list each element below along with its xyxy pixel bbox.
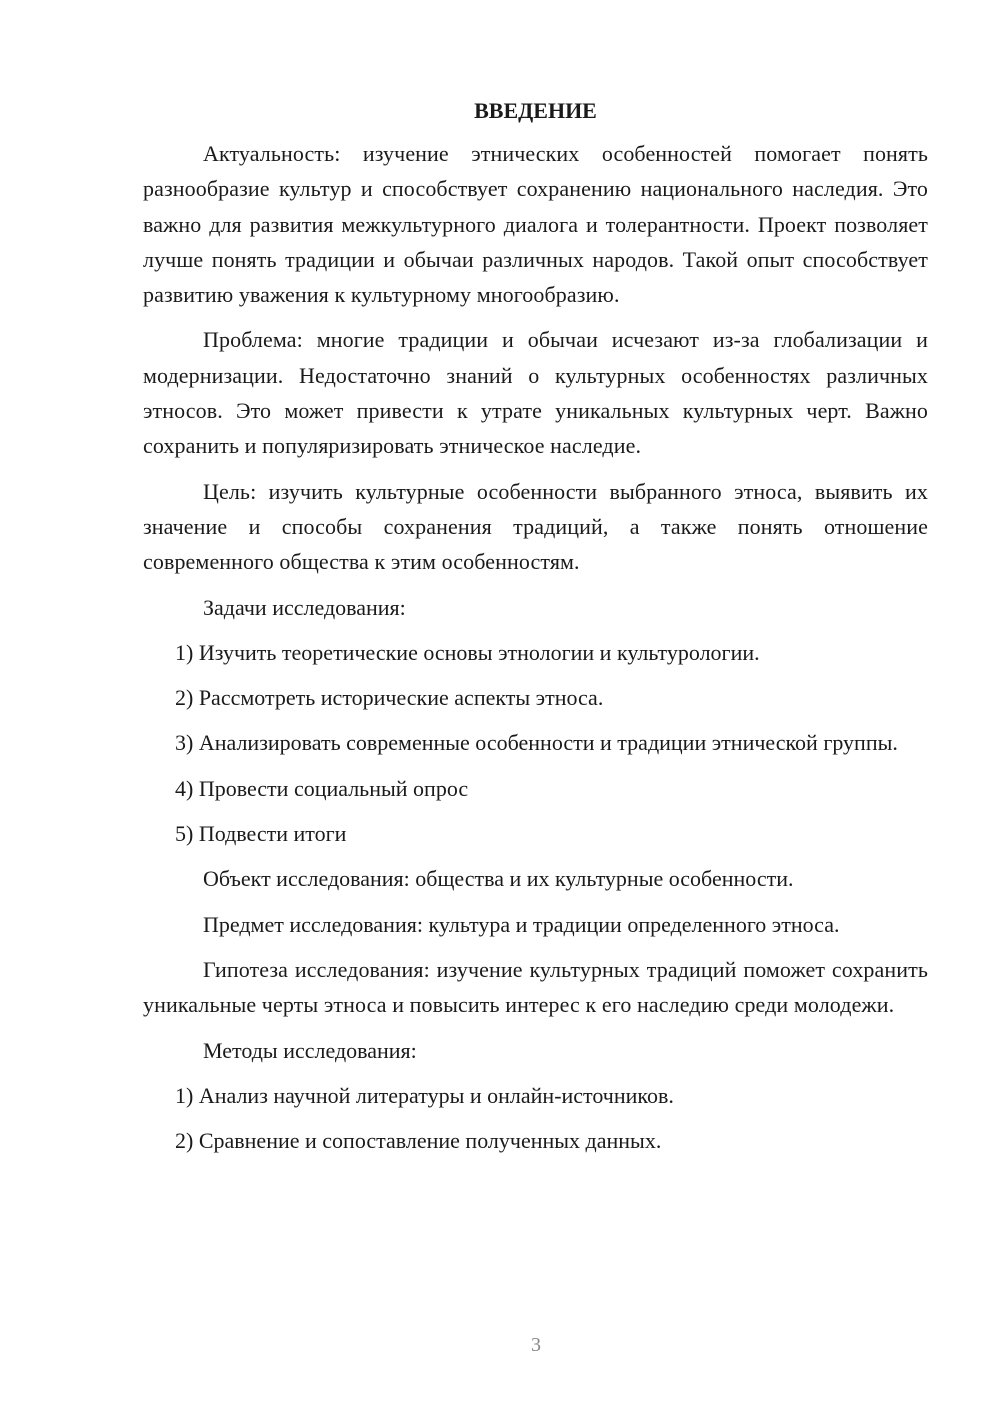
task-item-4: 4) Провести социальный опрос	[175, 775, 469, 801]
task-item-3: 3) Анализировать современные особенности и традиции этнической группы.	[175, 730, 898, 756]
page-number: 3	[531, 1334, 541, 1356]
problem-paragraph: Проблема: многие традиции и обычаи исчезают из-за глобализации и модернизации. Недостаточно знаний о культурных особенностях различных этносов. Это может привести к утрате уникальных культурных черт. Важно сохранить и популяризировать этническое наследие.	[143, 327, 928, 459]
methods-heading: Методы исследования:	[203, 1037, 417, 1063]
task-item-5: 5) Подвести итоги	[175, 821, 347, 847]
tasks-heading: Задачи исследования:	[203, 594, 406, 620]
goal-paragraph: Цель: изучить культурные особенности выбранного этноса, выявить их значение и способы сохранения традиций, а также понять отношение современного общества к этим особенностям.	[143, 478, 928, 575]
method-item-2: 2) Сравнение и сопоставление полученных данных.	[175, 1128, 662, 1154]
relevance-paragraph: Актуальность: изучение этнических особенностей помогает понять разнообразие культур и способствует сохранению национального наследия. Это важно для развития межкультурного диалога и толерантности. Проект позволяет лучше понять традиции и обычаи различных народов. Такой опыт способствует развитию уважения к культурному многообразию.	[143, 141, 928, 308]
research-object: Объект исследования: общества и их культурные особенности.	[203, 866, 794, 892]
page-content	[143, 94, 928, 1168]
research-hypothesis: Гипотеза исследования: изучение культурных традиций поможет сохранить уникальные черты этноса и повысить интерес к его наследию среди молодежи.	[143, 956, 928, 1018]
method-item-1: 1) Анализ научной литературы и онлайн-источников.	[175, 1082, 674, 1108]
task-item-1: 1) Изучить теоретические основы этнологии и культурологии.	[175, 639, 760, 665]
section-title: ВВЕДЕНИЕ	[474, 98, 597, 123]
task-item-2: 2) Рассмотреть исторические аспекты этноса.	[175, 685, 604, 711]
research-subject: Предмет исследования: культура и традиции определенного этноса.	[203, 911, 840, 937]
